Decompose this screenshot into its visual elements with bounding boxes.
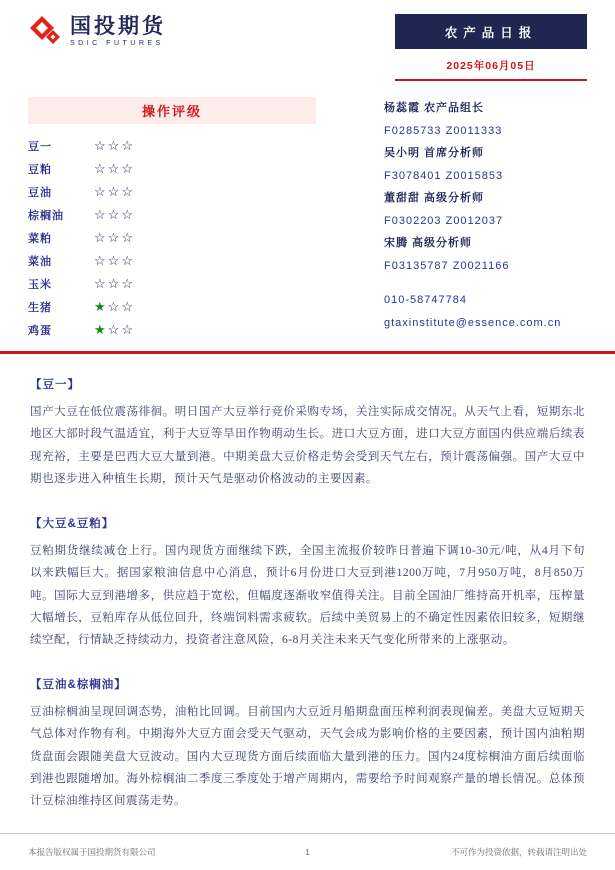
star-empty-icon: ☆	[121, 299, 135, 314]
rating-row	[28, 134, 316, 157]
star-empty-icon: ☆	[121, 230, 135, 245]
commodity-name: 菜粕	[28, 232, 52, 245]
ratings-list	[28, 134, 316, 341]
star-filled-icon: ★	[94, 299, 108, 314]
logo-subtitle: SDIC FUTURES	[70, 40, 164, 48]
star-rating	[94, 323, 135, 336]
ratings-panel	[28, 97, 316, 341]
star-empty-icon: ☆	[107, 276, 122, 291]
logo-title: 国投期货	[70, 14, 166, 38]
footer-copyright: 本报告版权属于国投期货有限公司	[28, 847, 156, 857]
section-title: 【大豆&豆粕】	[30, 517, 115, 530]
star-empty-icon: ☆	[107, 161, 122, 176]
section-body: 豆油棕榈油呈现回调态势，油粕比回调。目前国内大豆近月船期盘面压榨利润表现偏差。美盘大豆短期天气总体对作物有利。中期海外大豆方面会受天气驱动，天气会成为影响价格的主要因素，预计国内油粕期货盘面会跟随美盘大豆波动。国内大豆现货方面后续面临大量到港的压力。国内24度棕榈油方面后续面临到港也跟随增加。海外棕榈油二季度三季度处于增产周期内，需要给予时间观察产量的增长情况。总体预计豆棕油维持区间震荡走势。	[30, 705, 585, 808]
contact-block	[384, 289, 587, 334]
star-empty-icon: ☆	[107, 230, 122, 245]
commodity-name: 豆油	[28, 186, 52, 199]
info-columns	[28, 97, 587, 341]
analyst-name-title: 杨蕊霞 农产品组长	[384, 102, 485, 114]
star-rating	[94, 208, 135, 221]
rating-row	[28, 180, 316, 203]
rating-row	[28, 318, 316, 341]
report-header	[0, 0, 615, 81]
analyst-codes: F3078401 Z0015853	[384, 169, 504, 182]
rating-row	[28, 249, 316, 272]
report-sections	[30, 376, 585, 813]
page-number: 1	[305, 847, 310, 857]
analyst-codes: F0302203 Z0012037	[384, 214, 504, 227]
section-body: 豆粕期货继续减仓上行。国内现货方面继续下跌，全国主流报价较昨日普遍下调10-30元/吨，从4月下旬以来跌幅巨大。据国家粮油信息中心消息，预计6月份进口大豆到港1200万吨，7月950万吨，8月850万吨。国际大豆到港增多，供应趋于宽松，但幅度逐渐收窄值得关注。目前全国油厂维持高开机率，压榨量大幅增长，豆粕库存从低位回升，终端饲料需求疲软。后续中美贸易上的不确定性因素依旧较多，短期继续空配，行情缺乏持续动力，投资者注意风险，6-8月关注未来天气变化所带来的上涨驱动。	[30, 544, 585, 647]
analysts-list	[384, 97, 587, 277]
commodity-name: 豆粕	[28, 163, 52, 176]
rating-row	[28, 295, 316, 318]
star-empty-icon: ☆	[107, 253, 122, 268]
analyst-codes: F03135787 Z0021166	[384, 259, 510, 272]
star-empty-icon: ☆	[121, 184, 135, 199]
section-title: 【豆一】	[30, 379, 80, 391]
logo	[28, 14, 166, 48]
star-empty-icon: ☆	[94, 230, 108, 245]
star-rating	[94, 277, 135, 290]
logo-icon	[28, 14, 62, 48]
star-empty-icon: ☆	[94, 184, 108, 199]
commodity-name: 菜油	[28, 255, 52, 268]
rating-row	[28, 226, 316, 249]
analyst-name-title: 吴小明 首席分析师	[384, 147, 485, 159]
star-empty-icon: ☆	[107, 322, 122, 337]
analyst-name-title: 董甜甜 高级分析师	[384, 192, 485, 204]
star-rating	[94, 254, 135, 267]
report-type-banner: 农产品日报	[395, 14, 587, 49]
section-title: 【豆油&棕榈油】	[30, 678, 127, 691]
star-empty-icon: ☆	[107, 138, 122, 153]
rating-row	[28, 272, 316, 295]
star-empty-icon: ☆	[107, 184, 122, 199]
star-empty-icon: ☆	[94, 138, 108, 153]
star-empty-icon: ☆	[121, 276, 135, 291]
star-empty-icon: ☆	[94, 207, 108, 222]
report-date: 2025年06月05日	[395, 58, 587, 81]
commodity-name: 棕榈油	[28, 209, 64, 222]
commodity-name: 生猪	[28, 301, 52, 314]
star-empty-icon: ☆	[121, 138, 135, 153]
star-empty-icon: ☆	[121, 207, 135, 222]
star-rating	[94, 185, 135, 198]
analyst-codes: F0285733 Z0011333	[384, 124, 503, 137]
rating-row	[28, 157, 316, 180]
report-section	[30, 376, 585, 491]
star-empty-icon: ☆	[94, 253, 108, 268]
analyst-name-title: 宋腾 高级分析师	[384, 237, 473, 249]
rating-row	[28, 203, 316, 226]
star-filled-icon: ★	[94, 322, 108, 337]
star-empty-icon: ☆	[94, 161, 108, 176]
star-empty-icon: ☆	[94, 276, 108, 291]
star-empty-icon: ☆	[121, 253, 135, 268]
commodity-name: 豆一	[28, 140, 52, 153]
footer-divider	[0, 833, 615, 834]
star-rating	[94, 139, 135, 152]
report-section	[30, 676, 585, 813]
logo-text	[70, 15, 166, 47]
commodity-name: 鸡蛋	[28, 324, 52, 337]
star-rating	[94, 300, 135, 313]
section-divider	[0, 351, 615, 354]
star-empty-icon: ☆	[107, 207, 122, 222]
report-section	[30, 515, 585, 652]
ratings-title: 操作评级	[28, 97, 316, 124]
star-empty-icon: ☆	[121, 161, 135, 176]
contact-email: gtaxinstitute@essence.com.cn	[384, 316, 562, 329]
analysts-panel	[316, 97, 587, 341]
star-empty-icon: ☆	[121, 322, 135, 337]
star-empty-icon: ☆	[107, 299, 122, 314]
report-meta	[395, 14, 587, 81]
section-body: 国产大豆在低位震荡徘徊。明日国产大豆举行竞价采购专场，关注实际成交情况。从天气上看，短期东北地区大部时段气温适宜，利于大豆等旱田作物萌动生长。进口大豆方面，进口大豆方面国内供应端后续表现充裕，主要是巴西大豆大量到港。中期美盘大豆价格走势会受到天气左右，预计震荡偏强。国产大豆中期也逐步进入种植生长期，预计天气是驱动价格波动的主要因素。	[30, 406, 585, 486]
report-footer	[28, 846, 587, 858]
footer-disclaimer: 不可作为投资依据，转载请注明出处	[450, 847, 587, 857]
commodity-name: 玉米	[28, 278, 52, 291]
star-rating	[94, 162, 135, 175]
star-rating	[94, 231, 135, 244]
contact-phone: 010-58747784	[384, 294, 467, 306]
